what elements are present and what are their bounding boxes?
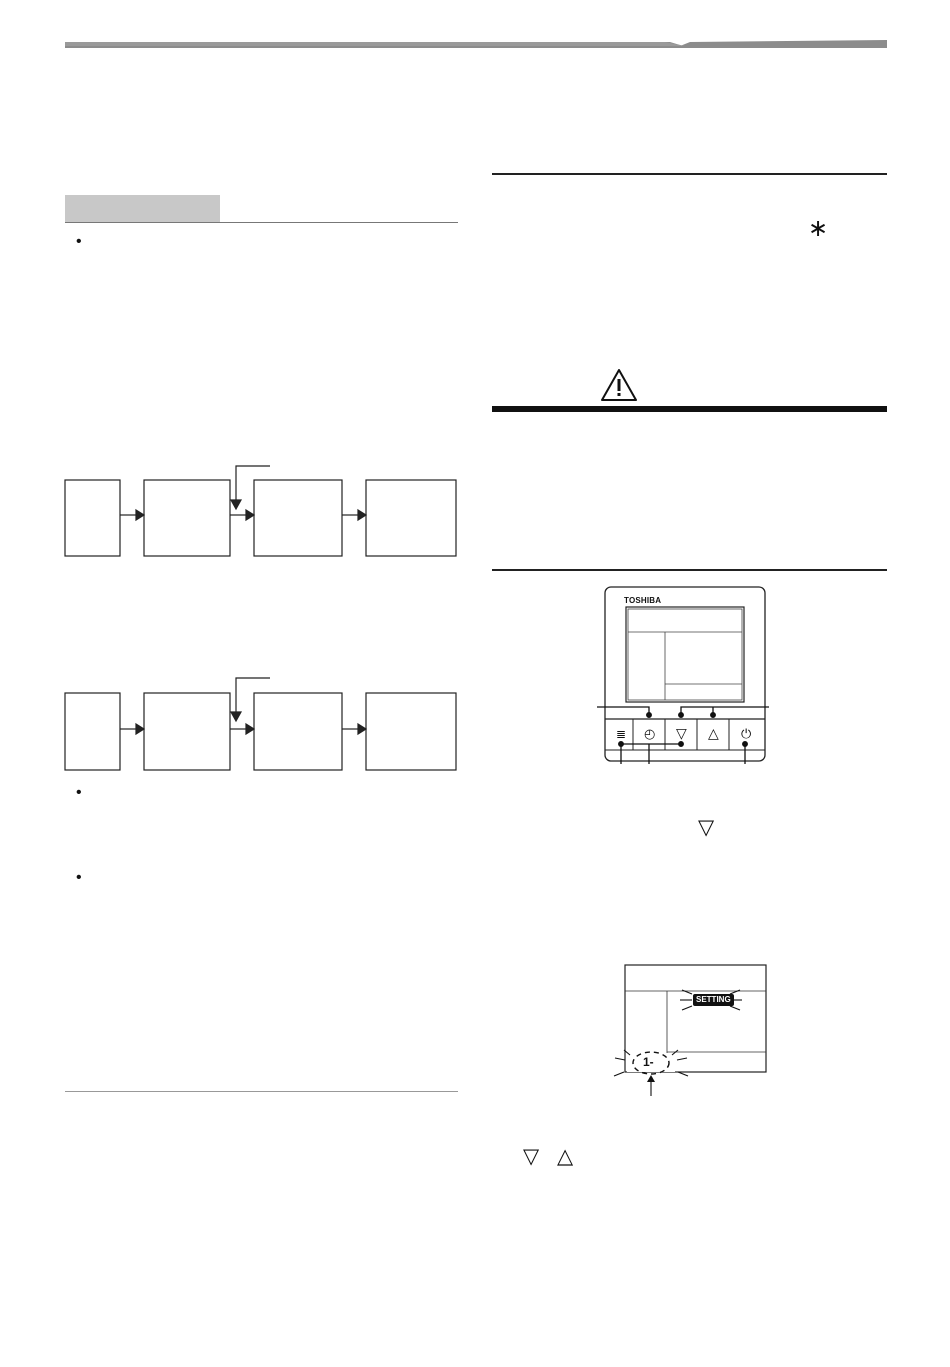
flow-box	[65, 693, 456, 770]
clock-icon: ◴	[644, 726, 656, 741]
menu-button[interactable]	[609, 721, 633, 749]
left-footer-rule	[65, 1091, 458, 1092]
triangle-down-icon: ▽	[523, 1145, 540, 1168]
power-button[interactable]	[731, 721, 763, 749]
asterisk-mark: ∗	[808, 215, 829, 242]
flow-box	[65, 480, 456, 556]
down-button[interactable]	[667, 721, 697, 749]
flow-diagram-2	[60, 674, 460, 774]
right-section-rule-1	[492, 173, 887, 175]
remote-controller	[597, 584, 769, 764]
display-frame	[610, 962, 770, 1096]
setting-indicator: SETTING	[693, 994, 734, 1006]
triangle-down-icon: ▽	[698, 816, 715, 839]
menu-icon: ≣	[616, 727, 627, 741]
right-section-rule-2	[492, 569, 887, 571]
bullet-mark: •	[76, 784, 82, 801]
remote-brand-label: TOSHIBA	[624, 596, 662, 605]
warning-bar	[492, 406, 887, 412]
power-icon: ⏻	[741, 726, 752, 741]
header-bar	[65, 40, 887, 50]
timer-button[interactable]	[635, 721, 665, 749]
triangle-up-icon: △	[557, 1145, 574, 1168]
triangle-down-icon: ▽	[676, 725, 687, 741]
section-heading-rule	[65, 222, 458, 223]
code-display: 1-	[643, 1055, 654, 1069]
up-button[interactable]	[699, 721, 729, 749]
bullet-mark: •	[76, 233, 82, 250]
warning-triangle-icon	[600, 368, 638, 402]
display-detail	[610, 962, 770, 1096]
triangle-up-icon: △	[708, 725, 719, 741]
flow-diagram-1	[60, 460, 460, 560]
section-heading-box	[65, 195, 220, 223]
bullet-mark: •	[76, 869, 82, 886]
